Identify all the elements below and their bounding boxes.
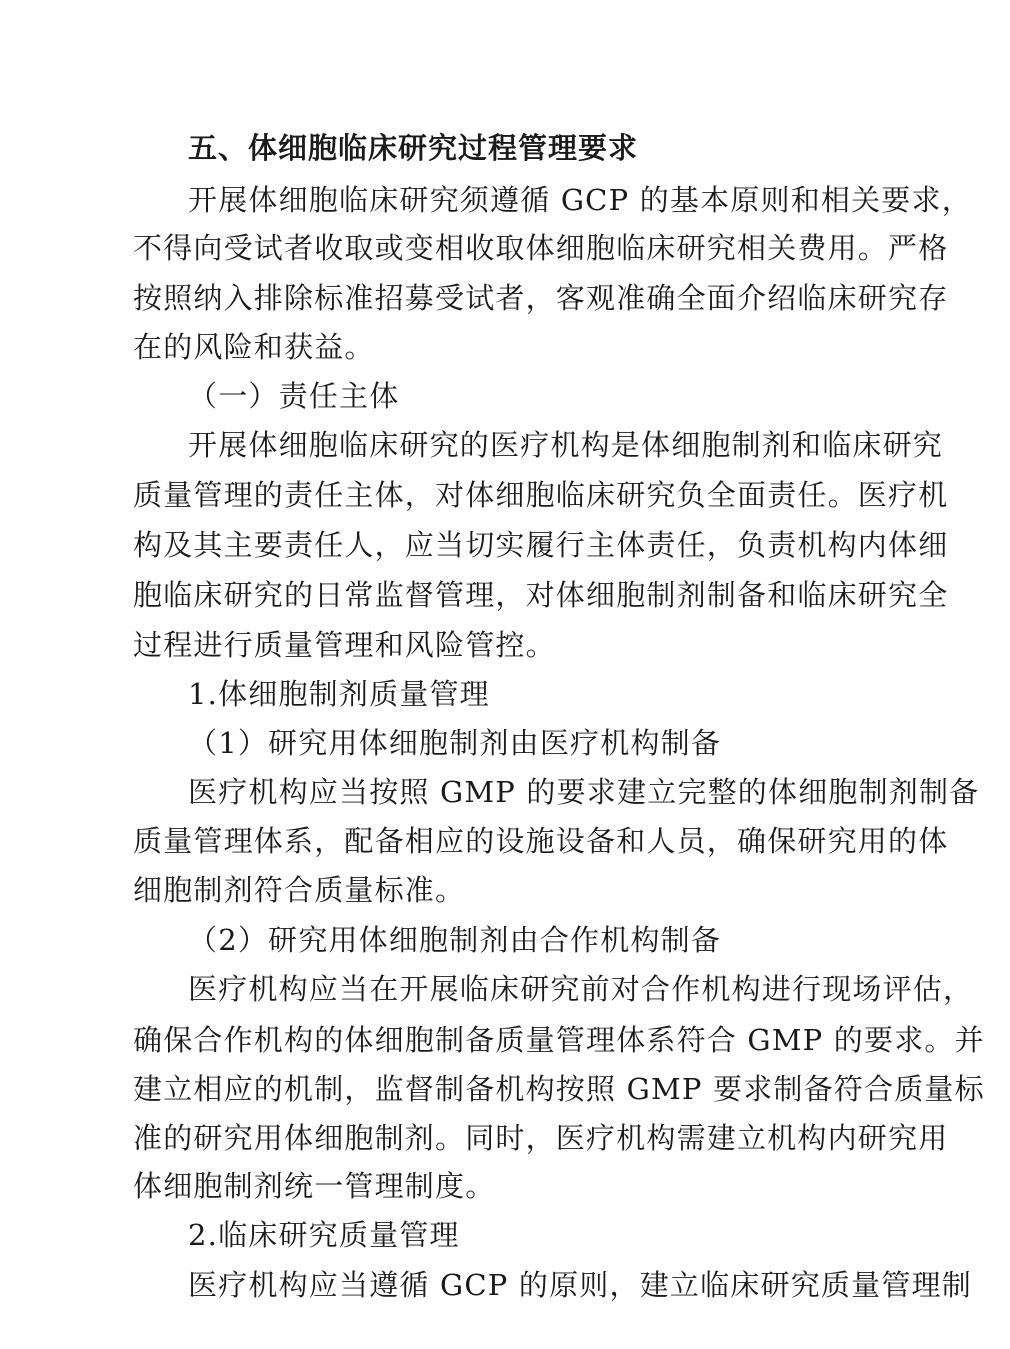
paragraph-line: 确保合作机构的体细胞制备质量管理体系符合 GMP 的要求。并 — [133, 1023, 985, 1057]
paragraph-line: 开展体细胞临床研究的医疗机构是体细胞制剂和临床研究 — [188, 428, 944, 462]
item-subtitle: （1）研究用体细胞制剂由医疗机构制备 — [188, 726, 722, 760]
item-subtitle: （2）研究用体细胞制剂由合作机构制备 — [188, 923, 722, 957]
paragraph-line: 医疗机构应当按照 GMP 的要求建立完整的体细胞制剂制备 — [188, 775, 980, 809]
item-title: 1.体细胞制剂质量管理 — [188, 677, 490, 711]
subsection-title: （一）责任主体 — [188, 379, 400, 413]
paragraph-line: 医疗机构应当在开展临床研究前对合作机构进行现场评估， — [188, 972, 974, 1006]
paragraph-line: 按照纳入排除标准招募受试者，客观准确全面介绍临床研究存 — [133, 281, 949, 315]
paragraph-line: 胞临床研究的日常监督管理，对体细胞制剂制备和临床研究全 — [133, 578, 949, 612]
paragraph-line: 建立相应的机制，监督制备机构按照 GMP 要求制备符合质量标 — [133, 1072, 985, 1106]
paragraph-line: 开展体细胞临床研究须遵循 GCP 的基本原则和相关要求， — [188, 183, 972, 217]
paragraph-line: 体细胞制剂统一管理制度。 — [133, 1169, 496, 1203]
paragraph-line: 医疗机构应当遵循 GCP 的原则，建立临床研究质量管理制 — [188, 1268, 972, 1302]
paragraph-line: 细胞制剂符合质量标准。 — [133, 873, 466, 907]
section-title: 五、体细胞临床研究过程管理要求 — [188, 131, 639, 165]
paragraph-line: 构及其主要责任人，应当切实履行主体责任，负责机构内体细 — [133, 528, 949, 562]
paragraph-line: 质量管理体系，配备相应的设施设备和人员，确保研究用的体 — [133, 824, 949, 858]
item-title: 2.临床研究质量管理 — [188, 1218, 460, 1252]
paragraph-line: 准的研究用体细胞制剂。同时，医疗机构需建立机构内研究用 — [133, 1121, 949, 1155]
paragraph-line: 不得向受试者收取或变相收取体细胞临床研究相关费用。严格 — [133, 231, 949, 265]
paragraph-line: 在的风险和获益。 — [133, 330, 375, 364]
paragraph-line: 过程进行质量管理和风险管控。 — [133, 628, 556, 662]
paragraph-line: 质量管理的责任主体，对体细胞临床研究负全面责任。医疗机 — [133, 478, 949, 512]
